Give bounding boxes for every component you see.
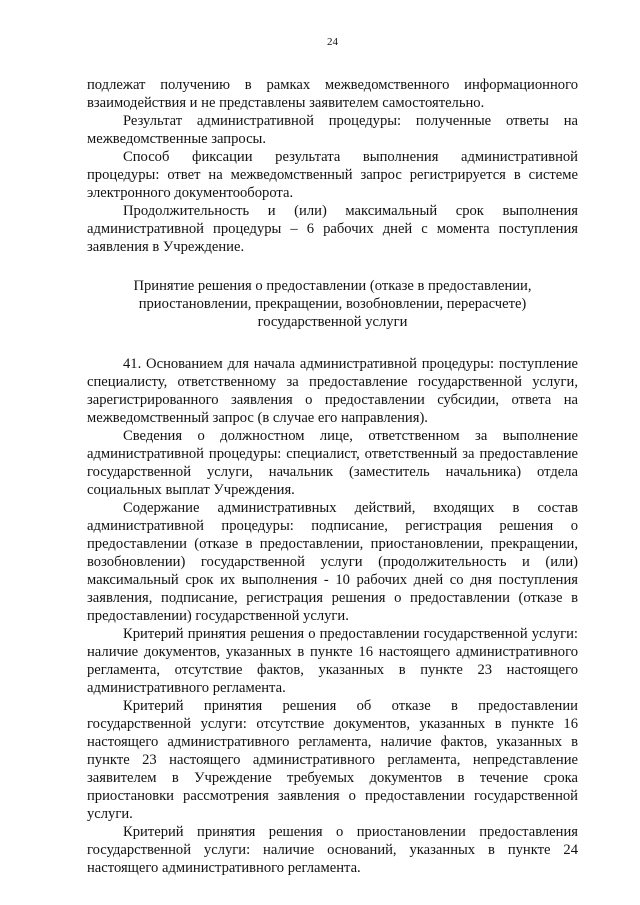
section-heading-line: государственной услуги xyxy=(257,314,408,330)
section-heading-line: приостановлении, прекращении, возобновлении, перерасчете) xyxy=(138,296,527,312)
section-heading-line: Принятие решения о предоставлении (отказе в предоставлении, xyxy=(133,278,532,294)
page-number: 24 xyxy=(327,36,338,48)
paragraph: Результат административной процедуры: полученные ответы на межведомственные запросы. xyxy=(87,113,578,147)
paragraph: Содержание административных действий, входящих в состав административной процедуры: подписание, регистрация решения о предоставлении (отказе в предоставлении, приостановлении, прекращении, возобновлении) государственной услуги (продолжительность и (или) максимальный срок их выполнения - 10 рабочих дней со дня поступления заявления, подписание, регистрация решения о предоставлении (отказе в предоставлении) государственной услуги. xyxy=(87,500,578,624)
paragraph: Критерий принятия решения об отказе в предоставлении государственной услуги: отсутствие документов, указанных в пункте 16 настоящего административного регламента, наличие фактов, указанных в пункте 23 настоящего административного регламента, непредставление заявителем в Учреждение требуемых документов в течение срока приостановки рассмотрения заявления о предоставлении государственной услуги. xyxy=(87,698,578,822)
paragraph: 41. Основанием для начала административной процедуры: поступление специалисту, ответственному за предоставление государственной услуги, зарегистрированного заявления о предоставлении субсидии, ответа на межведомственный запрос (в случае его направления). xyxy=(87,356,578,426)
paragraph: Критерий принятия решения о предоставлении государственной услуги: наличие документов, указанных в пункте 16 настоящего административного регламента, отсутствие фактов, указанных в пункте 23 настоящего административного регламента. xyxy=(87,626,578,696)
section-heading xyxy=(87,277,578,331)
paragraph: Сведения о должностном лице, ответственном за выполнение административной процедуры: специалист, ответственный за предоставление государственной услуги, начальник (заместитель начальника) отдела социальных выплат Учреждения. xyxy=(87,428,578,498)
paragraph: Способ фиксации результата выполнения административной процедуры: ответ на межведомственный запрос регистрируется в системе электронного документооборота. xyxy=(87,149,578,201)
paragraph: подлежат получению в рамках межведомственного информационного взаимодействия и не представлены заявителем самостоятельно. xyxy=(87,77,578,111)
paragraph: Критерий принятия решения о приостановлении предоставления государственной услуги: наличие оснований, указанных в пункте 24 настоящего административного регламента. xyxy=(87,824,578,876)
paragraph: Продолжительность и (или) максимальный срок выполнения административной процедуры – 6 рабочих дней с момента поступления заявления в Учреждение. xyxy=(87,203,578,255)
